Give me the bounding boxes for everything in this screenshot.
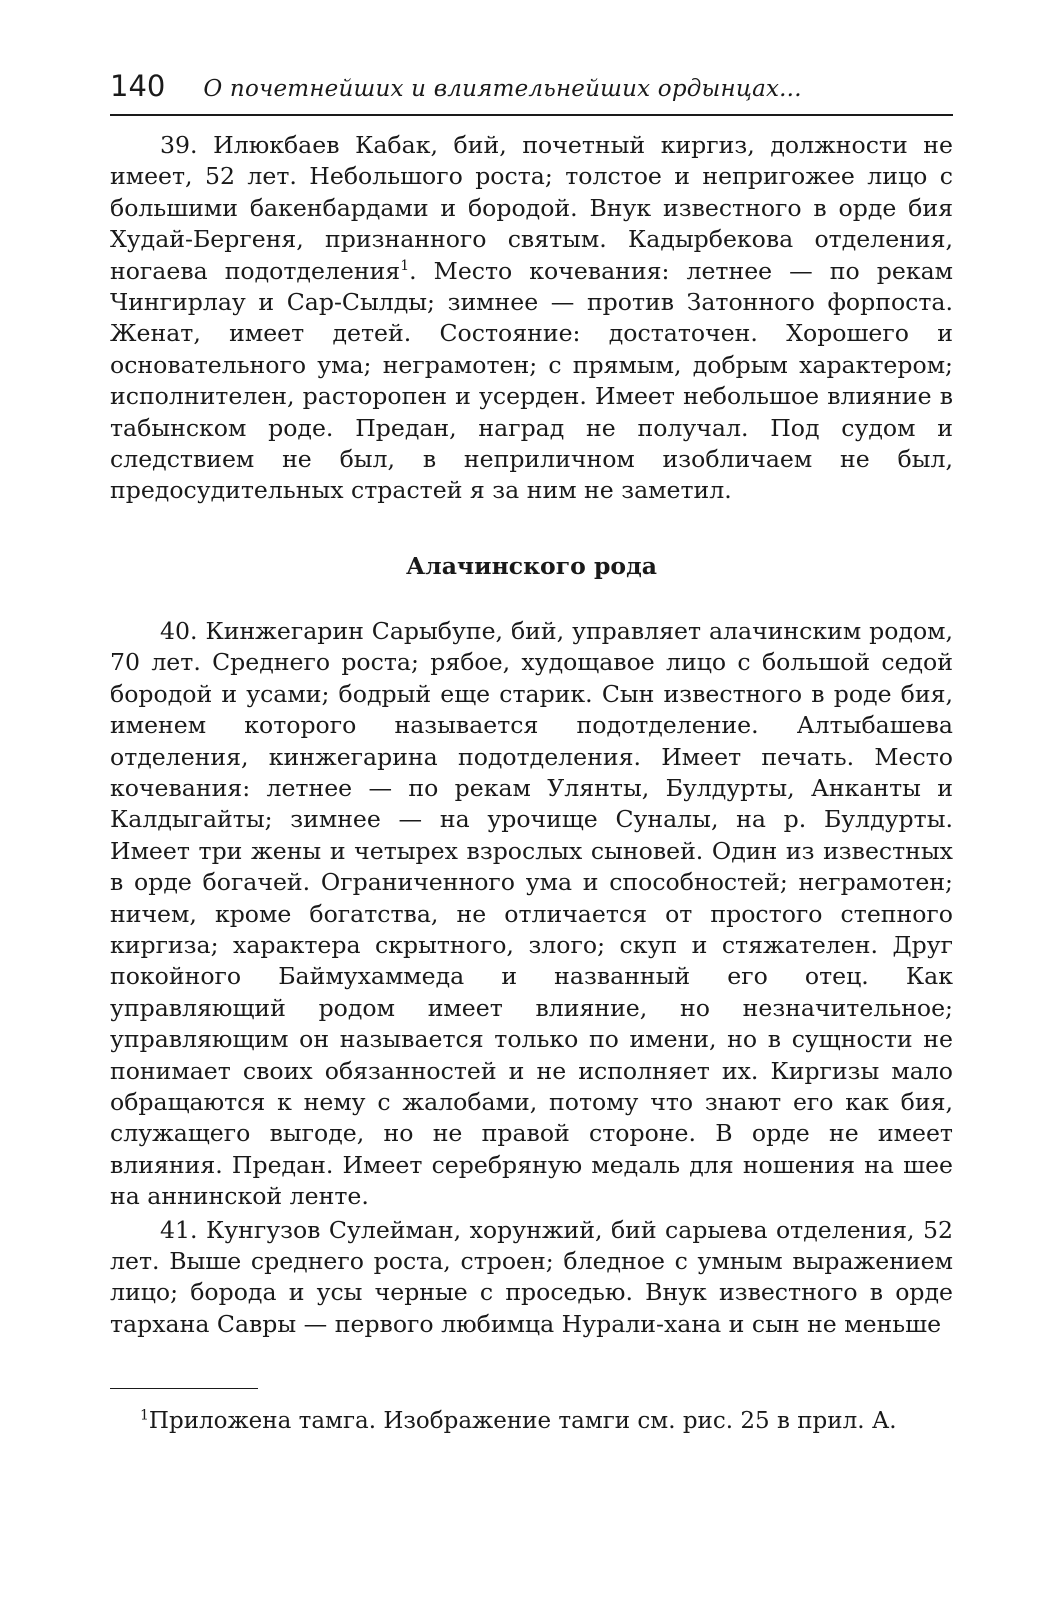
paragraph-40: 40. Кинжегарин Сарыбупе, бий, управляет алачинским родом, 70 лет. Среднего роста; рябое, худощавое лицо с большой седой бородой и усами; бодрый еще старик. Сын известного в роде бия, именем которого называется подотделение. Алтыбашева отделения, кинжегарина подотделения. Имеет печать. Место кочевания: летнее — по рекам Улянты, Булдурты, Анканты и Калдыгайты; зимнее — на урочище Суналы, на р. Булдурты. Имеет три жены и четырех взрослых сыновей. Один из известных в орде богачей. Ограниченного ума и способностей; неграмотен; ничем, кроме богатства, не отличается от простого степного киргиза; характера скрытного, злого; скуп и стяжателен. Друг покойного Баймухаммеда и названный его отец. Как управляющий родом имеет влияние, но незначительное; управляющим он называется только по имени, но в сущности не понимает своих обязанностей и не исполняет их. Киргизы мало обращаются к нему с жалобами, потому что знают его как бия, служащего выгоде, но не правой стороне. В орде не имеет влияния. Предан. Имеет серебряную медаль для ношения на шее на аннинской ленте.: [110, 616, 953, 1211]
footnote-text: Приложена тамга. Изображение тамги см. рис. 25 в прил. А.: [148, 1408, 897, 1435]
paragraph-39-text-continued: . Место кочевания: летнее — по рекам Чингирлау и Сар-Сылды; зимнее — против Затонного форпоста. Женат, имеет детей. Состояние: достаточен. Хорошего и основательного ума; неграмотен; с прямым, добрым характером; исполнителен, расторопен и усерден. Имеет небольшое влияние в табынском роде. Предан, наград не получал. Под судом и следствием не был, в неприличном изобличаем не был, предосудительных страстей я за ним не заметил.: [110, 256, 953, 505]
paragraph-39: [110, 130, 953, 507]
running-title: О почетнейших и влиятельнейших ордынцах...: [203, 76, 802, 102]
section-heading: Алачинского рода: [406, 551, 657, 580]
page-number: 140: [110, 69, 166, 103]
book-page: [110, 69, 953, 1436]
running-header: [110, 69, 953, 116]
footnote: [110, 1406, 953, 1436]
paragraph-41: 41. Кунгузов Сулейман, хорунжий, бий сарыева отделения, 52 лет. Выше среднего роста, строен; бледное с умным выражением лицо; борода и усы черные с проседью. Внук известного в орде тархана Савры — первого любимца Нурали-хана и сын не меньше: [110, 1215, 953, 1338]
footnote-mark: 1: [140, 1407, 149, 1424]
footnote-reference: 1: [400, 257, 410, 274]
paragraph-39-text: 39. Илюкбаев Кабак, бий, почетный киргиз, должности не имеет, 52 лет. Небольшого роста; толстое и непригожее лицо с большими бакенбардами и бородой. Внук известного в орде бия Худай-Бергеня, признанного святым. Кадырбекова отделения, ногаева подотделения: [110, 131, 953, 285]
main-text: [110, 130, 953, 1340]
footnote-divider: [110, 1388, 258, 1389]
